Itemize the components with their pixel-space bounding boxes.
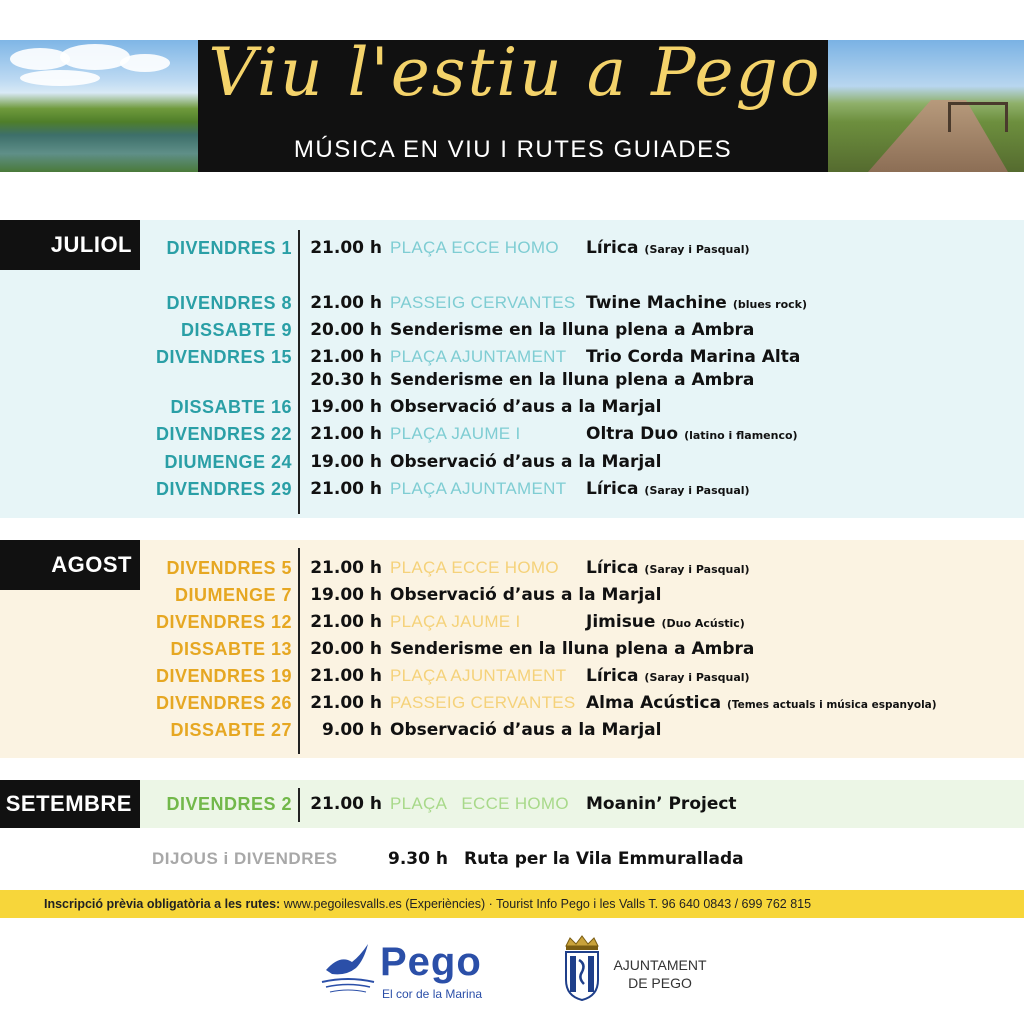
event-day: DIVENDRES 29	[155, 479, 292, 499]
event-day: DIVENDRES 22	[155, 424, 292, 444]
event-time: 21.00 h	[310, 238, 382, 258]
event-title: Lírica (Saray i Pasqual)	[586, 479, 750, 499]
event-title: Ruta per la Vila Emmurallada	[464, 849, 744, 869]
month-label-september: SETEMBRE	[0, 780, 140, 828]
event-time: 19.00 h	[310, 452, 382, 472]
boardwalk-photo	[828, 40, 1024, 172]
month-label-july: JULIOL	[0, 220, 140, 270]
banner-subtitle: MÚSICA EN VIU I RUTES GUIADES	[293, 136, 733, 163]
event-place: PLAÇA JAUME I	[390, 424, 521, 443]
event-title: Observació d’aus a la Marjal	[390, 452, 662, 472]
event-row	[0, 609, 1024, 635]
event-title: Moanin’ Project	[586, 794, 737, 814]
month-label-august: AGOST	[0, 540, 140, 590]
event-time: 20.00 h	[310, 639, 382, 659]
event-day: DIVENDRES 8	[166, 293, 292, 313]
event-day: DISSABTE 13	[170, 639, 292, 659]
event-time: 20.00 h	[310, 320, 382, 340]
event-day: DISSABTE 9	[180, 320, 292, 340]
event-time: 9.00 h	[322, 720, 382, 740]
event-title: Observació d’aus a la Marjal	[390, 585, 662, 605]
event-day: DIVENDRES 19	[155, 666, 292, 686]
event-day: DISSABTE 16	[170, 397, 292, 417]
event-day: DIVENDRES 12	[155, 612, 292, 632]
event-title: Senderisme en la lluna plena a Ambra	[390, 639, 755, 659]
event-time: 21.00 h	[310, 347, 382, 367]
event-day: DIJOUS i DIVENDRES	[152, 849, 338, 868]
event-row	[0, 636, 1024, 662]
event-day: DIVENDRES 15	[155, 347, 292, 367]
event-place: PASSEIG CERVANTES	[390, 293, 576, 312]
event-row	[0, 717, 1024, 743]
event-time: 20.30 h	[310, 370, 382, 390]
event-time: 21.00 h	[310, 666, 382, 686]
event-time: 21.00 h	[310, 794, 382, 814]
event-time: 21.00 h	[310, 612, 382, 632]
event-title: Oltra Duo (latino i flamenco)	[586, 424, 798, 444]
pego-tourism-logo	[318, 932, 508, 1004]
event-row	[0, 394, 1024, 420]
pego-logo-tagline: El cor de la Marina	[382, 987, 483, 1001]
event-title: Senderisme en la lluna plena a Ambra	[390, 320, 755, 340]
event-place: PLAÇA AJUNTAMENT	[390, 666, 567, 685]
event-title: Lírica (Saray i Pasqual)	[586, 666, 750, 686]
event-title: Observació d’aus a la Marjal	[390, 397, 662, 417]
event-row	[0, 317, 1024, 343]
event-row	[0, 235, 1024, 261]
event-row	[0, 476, 1024, 502]
registration-info-bar	[0, 890, 1024, 918]
event-time: 19.00 h	[310, 585, 382, 605]
event-row	[0, 367, 1024, 393]
event-title: Jimisue (Duo Acústic)	[586, 612, 745, 632]
event-time: 9.30 h	[388, 849, 448, 869]
event-day: DIUMENGE 24	[164, 452, 292, 472]
event-row	[0, 421, 1024, 447]
coat-of-arms-icon	[560, 934, 604, 1002]
event-title: Observació d’aus a la Marjal	[390, 720, 662, 740]
event-row	[0, 690, 1024, 716]
event-time: 21.00 h	[310, 479, 382, 499]
event-time: 19.00 h	[310, 397, 382, 417]
event-row	[0, 449, 1024, 475]
event-day: DIVENDRES 26	[155, 693, 292, 713]
heron-icon	[318, 936, 378, 996]
event-day: DIVENDRES 1	[166, 238, 292, 258]
event-title: Senderisme en la lluna plena a Ambra	[390, 370, 755, 390]
event-time: 21.00 h	[310, 293, 382, 313]
event-title: Lírica (Saray i Pasqual)	[586, 558, 750, 578]
event-row	[0, 290, 1024, 316]
event-place: PLAÇA AJUNTAMENT	[390, 347, 567, 366]
event-time: 21.00 h	[310, 424, 382, 444]
event-title: Lírica (Saray i Pasqual)	[586, 238, 750, 258]
event-place: PLAÇA ECCE HOMO	[390, 238, 559, 257]
event-day: DIUMENGE 7	[174, 585, 292, 605]
event-title: Twine Machine (blues rock)	[586, 293, 808, 313]
header-banner	[0, 40, 1024, 172]
registration-info-text: Inscripció prèvia obligatòria a les rutes: www.pegoilesvalls.es (Experiències) · Tourist Info Pego i les Valls T. 96 640 0843 / 699 762 815	[44, 897, 812, 911]
walled-town-route-row	[0, 846, 1024, 872]
month-panel-july	[0, 220, 1024, 518]
event-row	[0, 582, 1024, 608]
event-title: Alma Acústica (Temes actuals i música espanyola)	[586, 693, 937, 713]
event-time: 21.00 h	[310, 693, 382, 713]
month-panel-september	[0, 780, 1024, 828]
river-landscape-photo	[0, 40, 200, 172]
event-day: DISSABTE 27	[170, 720, 292, 740]
pego-logo-name: Pego	[380, 940, 482, 984]
month-panel-august	[0, 540, 1024, 758]
event-row	[0, 555, 1024, 581]
event-place: PLAÇA JAUME I	[390, 612, 521, 631]
event-day: DIVENDRES 2	[166, 794, 292, 814]
event-place: PLAÇA AJUNTAMENT	[390, 479, 567, 498]
banner-title: Viu l'estiu a Pego	[208, 40, 822, 111]
event-place: PLAÇA ECCE HOMO	[390, 558, 559, 577]
event-place: PASSEIG CERVANTES	[390, 693, 576, 712]
event-day: DIVENDRES 5	[166, 558, 292, 578]
event-title: Trio Corda Marina Alta	[586, 347, 801, 367]
event-time: 21.00 h	[310, 558, 382, 578]
event-row	[0, 791, 1024, 817]
ajuntament-name: AJUNTAMENT DE PEGO	[613, 957, 707, 991]
event-place: PLAÇA ECCE HOMO	[390, 794, 569, 813]
ajuntament-logo	[556, 932, 726, 1004]
event-row	[0, 663, 1024, 689]
